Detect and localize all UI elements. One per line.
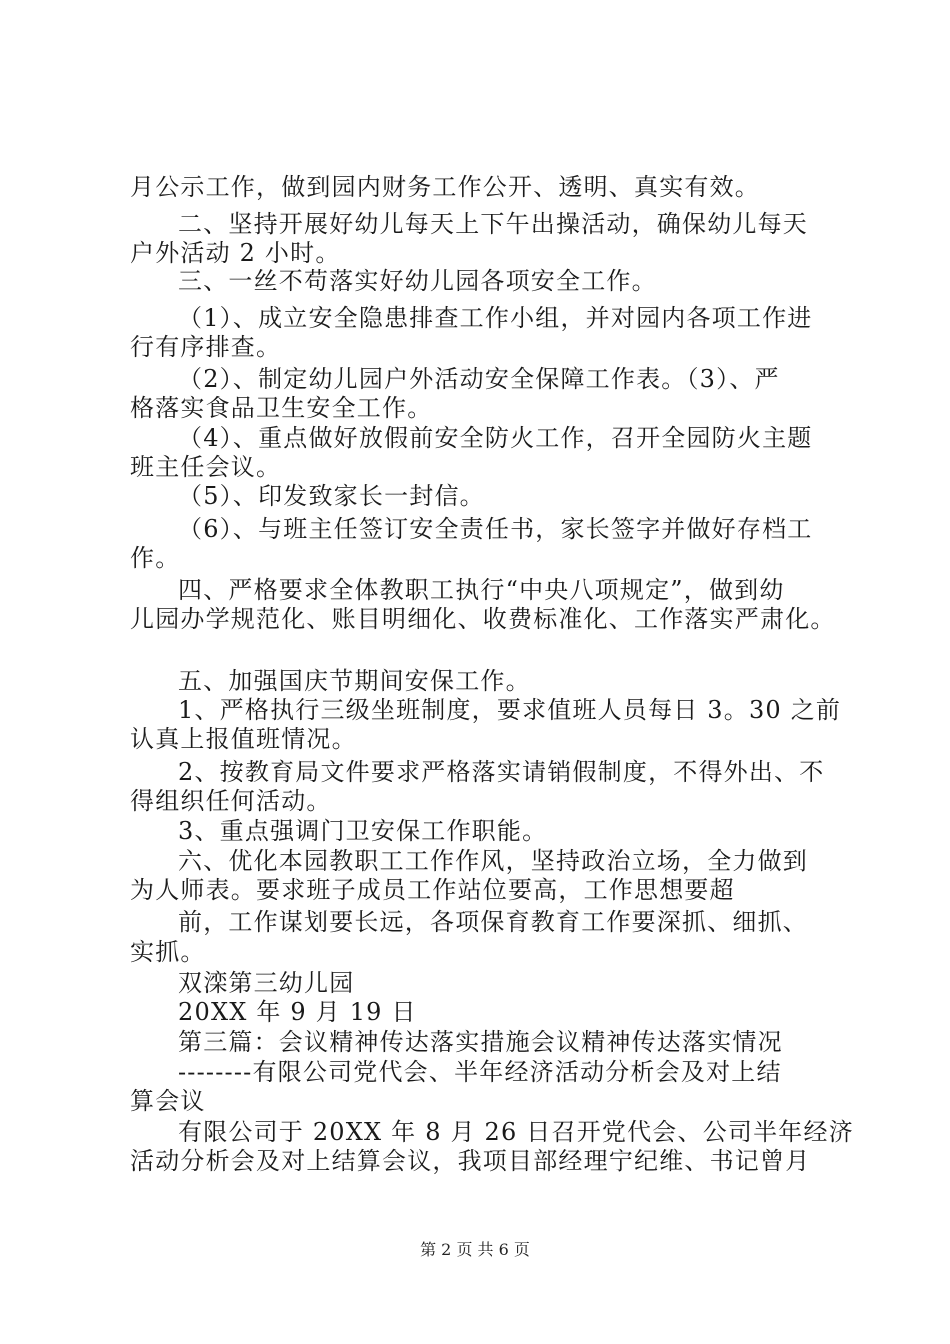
- text-line: （5）、印发致家长一封信。: [178, 482, 485, 510]
- text-line: 为人师表。要求班子成员工作站位要高，工作思想要超: [130, 876, 735, 904]
- text-line: （4）、重点做好放假前安全防火工作，召开全园防火主题: [178, 424, 813, 452]
- text-line: 得组织任何活动。: [130, 787, 332, 815]
- text-line: 六、优化本园教职工工作作风，坚持政治立场，全力做到: [178, 847, 808, 875]
- text-line: 1、严格执行三级坐班制度，要求值班人员每日 3。30 之前: [178, 696, 842, 724]
- signature-date: 20XX 年 9 月 19 日: [178, 998, 417, 1026]
- text-line: 认真上报值班情况。: [130, 725, 357, 753]
- text-line: 五、加强国庆节期间安保工作。: [178, 667, 531, 695]
- text-line: 三、一丝不苟落实好幼儿园各项安全工作。: [178, 267, 657, 295]
- text-line: 月公示工作，做到园内财务工作公开、透明、真实有效。: [130, 173, 760, 201]
- text-line: 儿园办学规范化、账目明细化、收费标准化、工作落实严肃化。: [130, 605, 836, 633]
- text-line: 四、严格要求全体教职工执行“中央八项规定”，做到幼: [178, 576, 785, 604]
- text-line: --------有限公司党代会、半年经济活动分析会及对上结: [178, 1058, 782, 1086]
- page-number: 第 2 页 共 6 页: [420, 1240, 530, 1259]
- text-line: （6）、与班主任签订安全责任书，家长签字并做好存档工: [178, 515, 813, 543]
- text-line: 作。: [130, 544, 181, 572]
- text-line: 算会议: [130, 1087, 206, 1115]
- text-line: 3、重点强调门卫安保工作职能。: [178, 817, 548, 845]
- text-line: 2、按教育局文件要求严格落实请销假制度，不得外出、不: [178, 758, 825, 786]
- text-line: （1）、成立安全隐患排查工作小组，并对园内各项工作进: [178, 304, 813, 332]
- text-line: 户外活动 2 小时。: [130, 239, 341, 267]
- text-line: 活动分析会及对上结算会议，我项目部经理宁纪维、书记曾月: [130, 1147, 811, 1175]
- text-line: （2）、制定幼儿园户外活动安全保障工作表。（3）、严: [178, 365, 780, 393]
- text-line: 前，工作谋划要长远，各项保育教育工作要深抓、细抓、: [178, 908, 808, 936]
- text-line: 行有序排查。: [130, 333, 282, 361]
- signature-organization: 双滦第三幼儿园: [178, 969, 355, 997]
- text-line: 班主任会议。: [130, 453, 282, 481]
- text-line: 实抓。: [130, 938, 206, 966]
- text-line: 有限公司于 20XX 年 8 月 26 日召开党代会、公司半年经济: [178, 1118, 854, 1146]
- text-line: 二、坚持开展好幼儿每天上下午出操活动，确保幼儿每天: [178, 210, 808, 238]
- text-line: 格落实食品卫生安全工作。: [130, 394, 433, 422]
- section-heading: 第三篇：会议精神传达落实措施会议精神传达落实情况: [178, 1028, 783, 1056]
